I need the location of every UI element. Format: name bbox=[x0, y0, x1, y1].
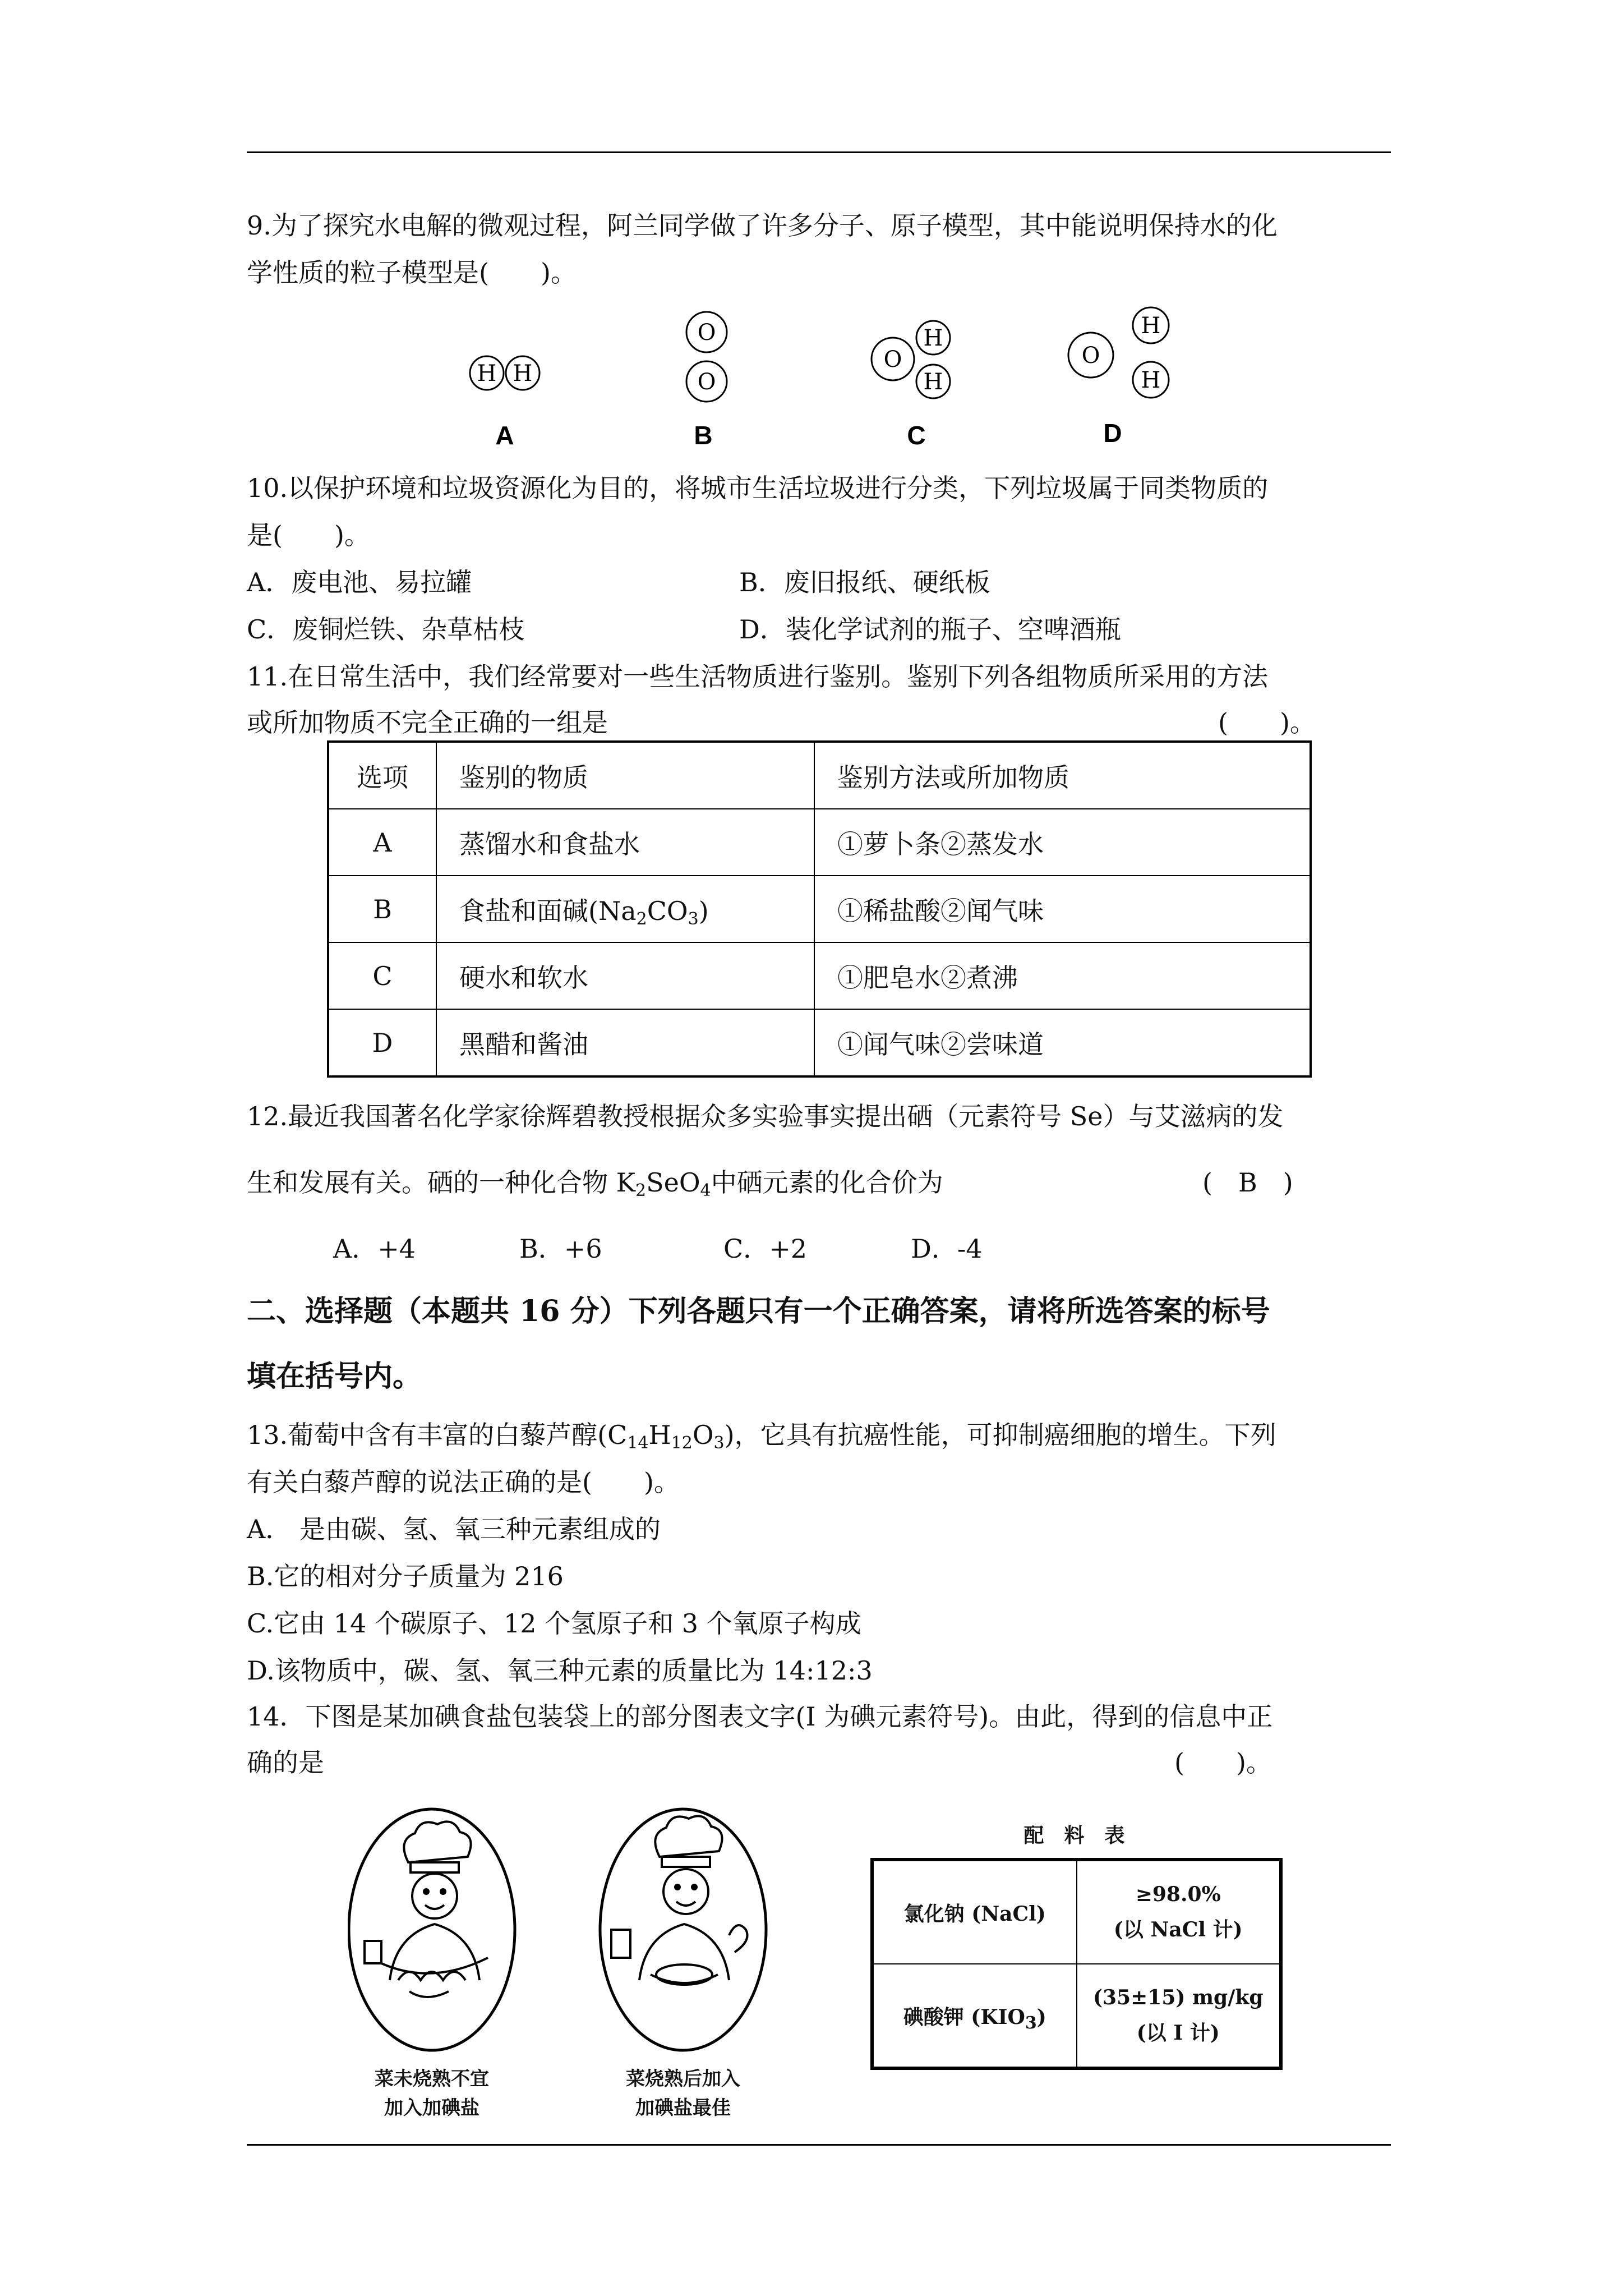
q12-line2 bbox=[247, 1166, 943, 1199]
row-substance: 蒸馏水和食盐水 bbox=[436, 809, 814, 876]
atom-h: H bbox=[477, 361, 497, 386]
q11-line1: 11.在日常生活中，我们经常要对一些生活物质进行鉴别。鉴别下列各组物质所采用的方法 bbox=[247, 661, 1269, 692]
formula-sub: 2 bbox=[636, 909, 647, 929]
q10-line1: 10.以保护环境和垃圾资源化为目的，将城市生活垃圾进行分类，下列垃圾属于同类物质的 bbox=[247, 473, 1269, 503]
q10-line2: 是( )。 bbox=[247, 520, 370, 550]
header-method: 鉴别方法或所加物质 bbox=[814, 742, 1311, 809]
q13-option-d: D.该物质中，碳、氢、氧三种元素的质量比为 14:12:3 bbox=[247, 1655, 873, 1686]
caption-left-line1: 菜未烧熟不宜 bbox=[375, 2068, 489, 2090]
salt-name-text: ) bbox=[1036, 2005, 1046, 2029]
salt-row-nacl bbox=[873, 1861, 1280, 1964]
salt-table-title: 配 料 表 bbox=[1023, 1824, 1125, 1847]
q14-line1: 14．下图是某加碘食盐包装袋上的部分图表文字(I 为碘元素符号)。由此，得到的信息中正 bbox=[247, 1701, 1273, 1732]
caption-right-line1: 菜烧熟后加入 bbox=[626, 2068, 740, 2090]
row-option: D bbox=[328, 1009, 436, 1076]
q13-text: H bbox=[648, 1420, 671, 1450]
chef-oval-left bbox=[349, 1809, 515, 2050]
atom-h: H bbox=[923, 325, 943, 351]
q10-option-a: A．废电池、易拉罐 bbox=[247, 567, 472, 597]
chef-right-icon bbox=[611, 1816, 748, 1985]
q12-option-b: B．+6 bbox=[519, 1234, 602, 1264]
row-option: A bbox=[328, 809, 436, 876]
header-substance: 鉴别的物质 bbox=[436, 742, 814, 809]
salt-name: 氯化钠 (NaCl) bbox=[873, 1861, 1077, 1964]
atom-o: O bbox=[883, 347, 902, 372]
chef-left-icon bbox=[365, 1821, 488, 1997]
salt-name-text: 碘酸钾 (KIO bbox=[903, 2005, 1025, 2029]
q10-option-c: C．废铜烂铁、杂草枯枝 bbox=[247, 614, 525, 645]
q13-text: 13.葡萄中含有丰富的白藜芦醇(C bbox=[247, 1420, 628, 1450]
caption-right-line2: 加碘盐最佳 bbox=[635, 2097, 731, 2119]
table-row bbox=[328, 876, 1311, 942]
salt-table bbox=[870, 1858, 1283, 2070]
q14-line2: 确的是 bbox=[247, 1747, 324, 1778]
salt-name-sub: 3 bbox=[1025, 2013, 1037, 2033]
q12-option-a: A．+4 bbox=[333, 1234, 416, 1264]
atom-h: H bbox=[1141, 367, 1161, 393]
caption-left-line2: 加入加碘盐 bbox=[384, 2097, 479, 2119]
q13-text: O bbox=[692, 1420, 714, 1450]
atom-o: O bbox=[697, 369, 716, 395]
section2-line2: 填在括号内。 bbox=[247, 1359, 422, 1393]
row-method: ①肥皂水②煮沸 bbox=[814, 942, 1311, 1009]
q13-option-c: C.它由 14 个碳原子、12 个氢原子和 3 个氧原子构成 bbox=[247, 1608, 861, 1639]
row-method: ①闻气味②尝味道 bbox=[814, 1009, 1311, 1076]
q14-bracket: ( )。 bbox=[1174, 1747, 1272, 1778]
row-substance bbox=[436, 876, 814, 942]
row-option: B bbox=[328, 876, 436, 942]
atom-o: O bbox=[1081, 343, 1100, 369]
q13-sub: 12 bbox=[671, 1433, 693, 1453]
model-b bbox=[686, 312, 727, 402]
q12-option-c: C．+2 bbox=[723, 1234, 808, 1264]
q13-option-b: B.它的相对分子质量为 216 bbox=[247, 1561, 564, 1591]
q13-sub: 14 bbox=[627, 1433, 649, 1453]
model-d bbox=[1068, 307, 1169, 398]
atom-h: H bbox=[1141, 313, 1161, 339]
model-label-c: C bbox=[907, 421, 926, 450]
caption-right bbox=[599, 2064, 767, 2123]
chef-illustrations bbox=[348, 1795, 796, 2109]
table-row bbox=[328, 942, 1311, 1009]
bottom-rule bbox=[247, 2144, 1391, 2146]
model-label-b: B bbox=[694, 421, 713, 450]
salt-value-1: ≥98.0% bbox=[1135, 1882, 1221, 1906]
q13-text: )，它具有抗癌性能，可抑制癌细胞的增生。下列 bbox=[724, 1420, 1276, 1450]
formula-text: ) bbox=[698, 895, 709, 926]
top-rule bbox=[247, 151, 1391, 153]
q13-line1 bbox=[247, 1418, 1276, 1452]
salt-name bbox=[873, 1964, 1077, 2067]
q11-bracket: ( )。 bbox=[1218, 707, 1316, 738]
q13-option-a: A． 是由碳、氢、氧三种元素组成的 bbox=[247, 1514, 661, 1544]
row-method: ①稀盐酸②闻气味 bbox=[814, 876, 1311, 942]
row-substance: 黑醋和酱油 bbox=[436, 1009, 814, 1076]
q13-sub: 3 bbox=[713, 1433, 725, 1453]
model-c bbox=[872, 321, 950, 398]
row-option: C bbox=[328, 942, 436, 1009]
table-header-row bbox=[328, 742, 1311, 809]
header-option: 选项 bbox=[328, 742, 436, 809]
salt-value-1: (35±15) mg/kg bbox=[1093, 1985, 1264, 2009]
q12-option-d: D．-4 bbox=[911, 1234, 983, 1264]
q12-text: 中硒元素的化合价为 bbox=[711, 1167, 943, 1198]
salt-value-2: (以 I 计) bbox=[1136, 2021, 1220, 2045]
atom-o: O bbox=[697, 320, 716, 346]
q11-table bbox=[327, 740, 1312, 1078]
model-a bbox=[470, 356, 540, 390]
formula-sub: 3 bbox=[688, 909, 699, 929]
q12-sub: 2 bbox=[635, 1181, 647, 1200]
table-row bbox=[328, 809, 1311, 876]
q11-line2: 或所加物质不完全正确的一组是 bbox=[247, 707, 608, 738]
salt-row-kio3 bbox=[873, 1964, 1280, 2067]
table-row bbox=[328, 1009, 1311, 1076]
section2-line1: 二、选择题（本题共 16 分）下列各题只有一个正确答案，请将所选答案的标号 bbox=[247, 1294, 1270, 1328]
model-label-d: D bbox=[1103, 418, 1122, 448]
q10-option-b: B．废旧报纸、硬纸板 bbox=[739, 567, 990, 597]
molecule-models bbox=[0, 297, 1623, 466]
salt-value bbox=[1077, 1861, 1280, 1964]
atom-h: H bbox=[513, 361, 533, 386]
q12-line1: 12.最近我国著名化学家徐辉碧教授根据众多实验事实提出硒（元素符号 Se）与艾滋病的发 bbox=[247, 1101, 1284, 1131]
q10-option-d: D．装化学试剂的瓶子、空啤酒瓶 bbox=[739, 614, 1121, 645]
formula-text: 食盐和面碱(Na bbox=[459, 895, 637, 926]
salt-value-2: (以 NaCl 计) bbox=[1113, 1917, 1243, 1941]
q12-text: SeO bbox=[646, 1167, 700, 1198]
q13-line2: 有关白藜芦醇的说法正确的是( )。 bbox=[247, 1467, 680, 1497]
q12-text: 生和发展有关。硒的一种化合物 K bbox=[247, 1167, 635, 1198]
q12-answer: ( B ) bbox=[1202, 1167, 1293, 1198]
q9-line1: 9.为了探究水电解的微观过程，阿兰同学做了许多分子、原子模型，其中能说明保持水的化 bbox=[247, 210, 1278, 241]
row-method: ①萝卜条②蒸发水 bbox=[814, 809, 1311, 876]
atom-h: H bbox=[923, 369, 943, 395]
formula-text: CO bbox=[647, 895, 688, 926]
row-substance: 硬水和软水 bbox=[436, 942, 814, 1009]
model-label-a: A bbox=[495, 421, 514, 450]
q9-line2: 学性质的粒子模型是( )。 bbox=[247, 257, 577, 288]
q12-sub: 4 bbox=[700, 1181, 711, 1200]
caption-left bbox=[348, 2064, 516, 2123]
salt-value bbox=[1077, 1964, 1280, 2067]
